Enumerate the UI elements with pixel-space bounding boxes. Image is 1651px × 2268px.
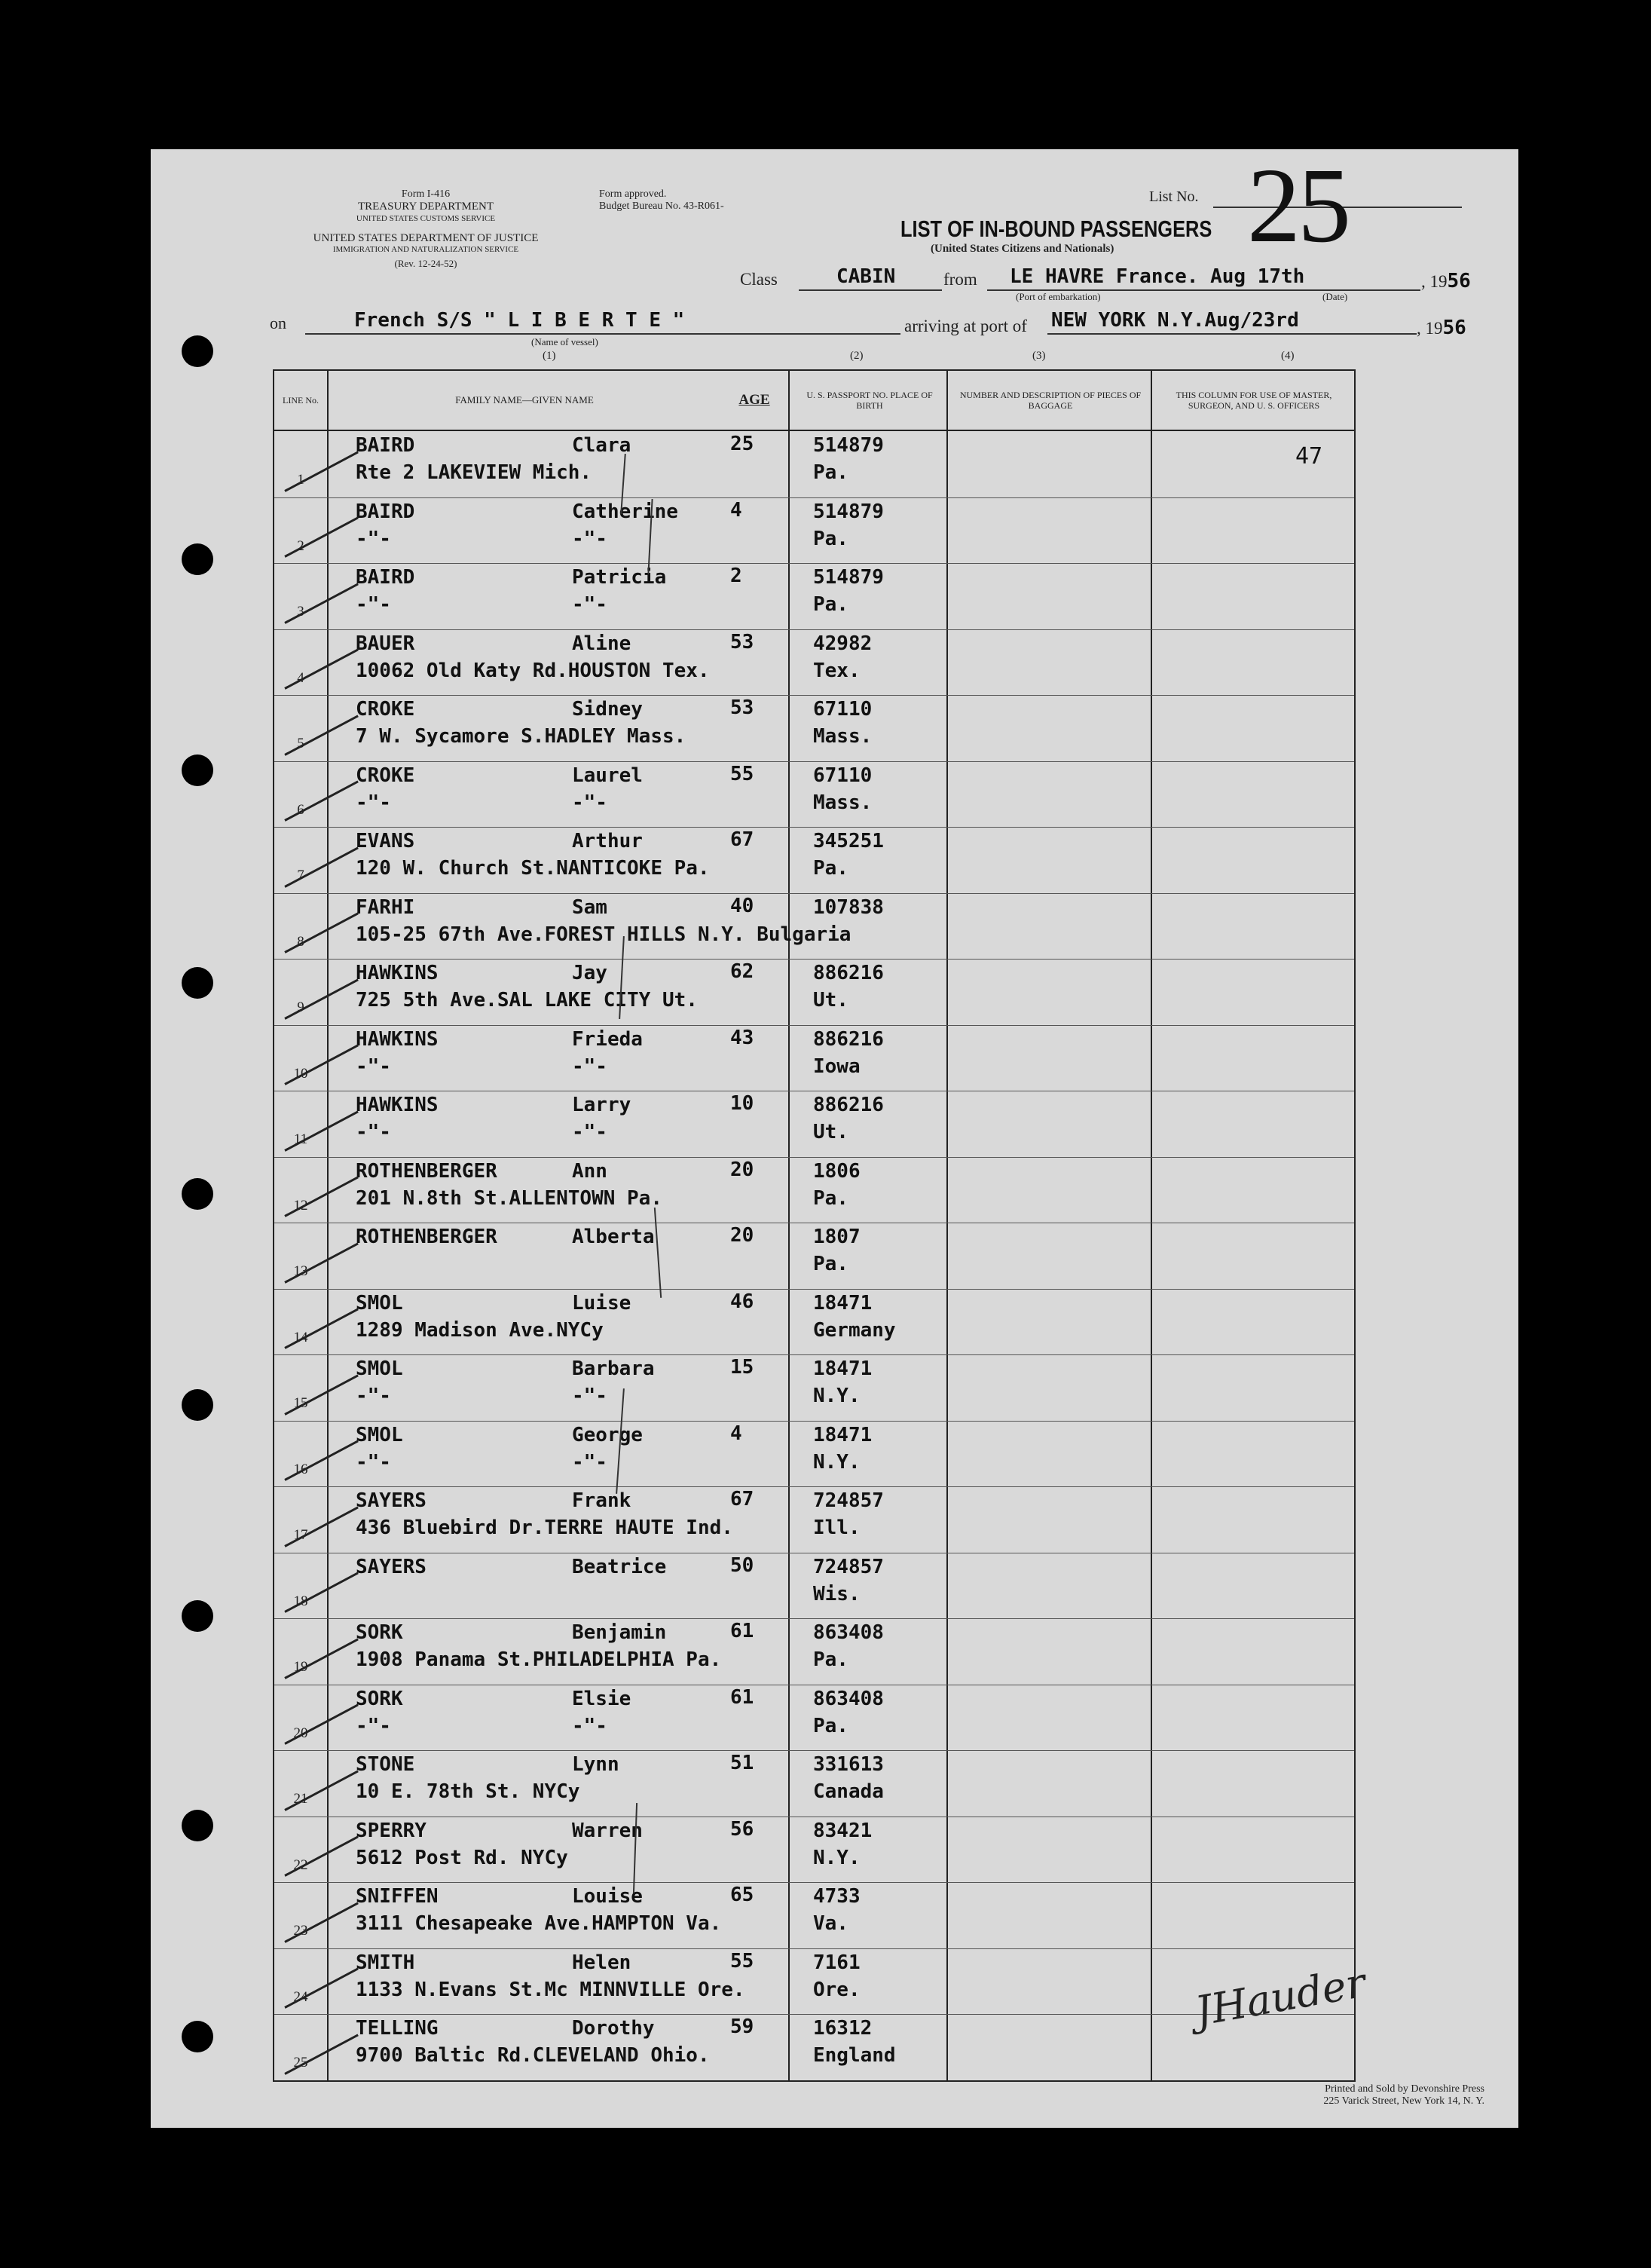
line-number: 21	[293, 1791, 308, 1807]
place-of-birth: Pa.	[813, 461, 848, 484]
row-divider	[274, 629, 1354, 630]
given-name: Alberta	[572, 1226, 655, 1248]
address: -"-	[356, 791, 391, 814]
arriving-label: arriving at port of	[904, 317, 1027, 335]
row-divider	[274, 1289, 1354, 1290]
col-header-officers: THIS COLUMN FOR USE OF MASTER, SURGEON, AND U. S. OFFICERS	[1176, 390, 1332, 411]
line-number: 6	[297, 801, 304, 818]
family-name: FARHI	[356, 895, 415, 919]
place-of-birth: Ill.	[813, 1517, 861, 1539]
from-label: from	[943, 270, 977, 289]
family-name: ROTHENBERGER	[356, 1226, 497, 1248]
class-value: CABIN	[836, 265, 896, 288]
address: 10 E. 78th St. NYCy	[356, 1780, 580, 1803]
row-divider	[274, 827, 1354, 828]
family-name: SORK	[356, 1621, 403, 1644]
passport-number: 1806	[813, 1159, 861, 1183]
family-name: SMITH	[356, 1951, 415, 1974]
passport-number: 863408	[813, 1621, 884, 1644]
age: 43	[730, 1026, 754, 1049]
place-of-birth: Pa.	[813, 527, 848, 550]
row-divider	[274, 695, 1354, 696]
given-name: Benjamin	[572, 1621, 667, 1644]
address: 5612 Post Rd. NYCy	[356, 1846, 568, 1869]
row-divider	[274, 1354, 1354, 1355]
budget-bureau: Budget Bureau No. 43-R061-	[599, 200, 724, 212]
place-of-birth: Germany	[813, 1318, 896, 1342]
port-embarkation-caption: (Port of embarkation)	[1016, 291, 1101, 302]
age: 15	[730, 1356, 754, 1379]
passport-number: 345251	[813, 830, 884, 852]
form-approved: Form approved.	[599, 188, 667, 200]
line-number: 9	[297, 999, 304, 1015]
given-name: Aline	[572, 632, 631, 655]
place-of-birth: Iowa	[813, 1054, 861, 1078]
family-name: SORK	[356, 1687, 403, 1710]
line-number: 12	[293, 1197, 308, 1214]
pen-mark	[654, 1207, 662, 1298]
age: 59	[730, 2015, 754, 2038]
col-header-line-no: LINE No.	[283, 395, 319, 406]
officer-note: 47	[1295, 443, 1323, 470]
age: 67	[730, 828, 754, 851]
row-divider	[274, 959, 1354, 960]
given-name: Frieda	[572, 1027, 643, 1051]
family-name: STONE	[356, 1753, 415, 1776]
address: 1289 Madison Ave.NYCy	[356, 1318, 604, 1342]
revision-date: (Rev. 12-24-52)	[394, 258, 457, 269]
place-of-birth: Ore.	[813, 1978, 861, 2001]
age: 55	[730, 1949, 754, 1973]
row-divider	[274, 1750, 1354, 1751]
row-divider	[274, 1025, 1354, 1026]
place-of-birth: Mass.	[813, 725, 873, 748]
age: 56	[730, 1817, 754, 1841]
family-name: SPERRY	[356, 1819, 427, 1842]
line-number: 23	[293, 1923, 308, 1939]
given-name: Beatrice	[572, 1555, 667, 1578]
punch-hole	[182, 335, 213, 367]
line-number: 15	[293, 1395, 308, 1411]
given-name: Louise	[572, 1885, 643, 1908]
given-name: Lynn	[572, 1753, 619, 1776]
address: 1133 N.Evans St.Mc MINNVILLE Ore.	[356, 1978, 745, 2001]
customs-label: UNITED STATES CUSTOMS SERVICE	[356, 214, 496, 223]
place-of-birth: Pa.	[813, 1186, 848, 1210]
place-of-birth: N.Y.	[813, 1846, 861, 1869]
family-name: EVANS	[356, 830, 415, 852]
age: 25	[730, 433, 754, 455]
age: 20	[730, 1158, 754, 1181]
family-name: SAYERS	[356, 1555, 427, 1578]
col-header-name: FAMILY NAME—GIVEN NAME	[455, 394, 594, 406]
line-number: 18	[293, 1593, 308, 1609]
age: 4	[730, 1422, 742, 1445]
address: -"-	[356, 1450, 391, 1474]
address: 105-25 67th Ave.FOREST HILLS N.Y. Bulgaria	[356, 923, 851, 946]
passport-number: 514879	[813, 434, 884, 457]
passport-number: 18471	[813, 1291, 873, 1315]
given-name: Dorothy	[572, 2017, 655, 2040]
family-name: SMOL	[356, 1357, 403, 1380]
family-name: BAIRD	[356, 500, 415, 523]
passport-number: 16312	[813, 2017, 873, 2040]
family-name: SAYERS	[356, 1489, 427, 1512]
row-divider	[274, 1948, 1354, 1949]
passport-number: 514879	[813, 566, 884, 589]
age: 67	[730, 1488, 754, 1510]
passport-number: 107838	[813, 895, 884, 919]
given-name-ditto: -"-	[572, 1714, 607, 1737]
printer-imprint: Printed and Sold by Devonshire Press 225 Varick Street, New York 14, N. Y.	[1323, 2083, 1484, 2107]
vessel-name: French S/S " L I B E R T E "	[354, 309, 685, 332]
address: -"-	[356, 593, 391, 616]
col-header-age: AGE	[738, 392, 770, 408]
family-name: SMOL	[356, 1291, 403, 1315]
age: 4	[730, 498, 742, 522]
col-caption-4: (4)	[1281, 350, 1295, 362]
line-number: 13	[293, 1263, 308, 1279]
address: -"-	[356, 527, 391, 550]
given-name-ditto: -"-	[572, 1385, 607, 1407]
age: 20	[730, 1224, 754, 1247]
place-of-birth: Mass.	[813, 791, 873, 814]
passport-number: 724857	[813, 1489, 884, 1512]
place-of-birth: Pa.	[813, 1253, 848, 1275]
arrival-year: , 1956	[1417, 317, 1466, 339]
arrival-line	[1047, 333, 1417, 335]
punch-hole	[182, 1178, 213, 1210]
treasury-label: TREASURY DEPARTMENT	[357, 200, 494, 213]
punch-hole	[182, 2021, 213, 2052]
date-caption: (Date)	[1322, 291, 1348, 302]
address: 120 W. Church St.NANTICOKE Pa.	[356, 857, 710, 880]
passport-number: 514879	[813, 500, 884, 523]
line-number: 24	[293, 1988, 308, 2005]
age: 61	[730, 1685, 754, 1709]
passport-number: 4733	[813, 1885, 861, 1908]
age: 50	[730, 1553, 754, 1577]
given-name-ditto: -"-	[572, 791, 607, 814]
given-name: Warren	[572, 1819, 643, 1842]
given-name: Sidney	[572, 698, 643, 721]
given-name: Larry	[572, 1094, 631, 1116]
list-no-label: List No.	[1149, 188, 1199, 205]
line-number: 1	[297, 472, 304, 488]
address: 725 5th Ave.SAL LAKE CITY Ut.	[356, 989, 698, 1012]
line-number: 19	[293, 1659, 308, 1675]
given-name-ditto: -"-	[572, 1054, 607, 1078]
address: -"-	[356, 1121, 391, 1143]
given-name: Arthur	[572, 830, 643, 852]
place-of-birth: Pa.	[813, 857, 848, 880]
age: 65	[730, 1884, 754, 1906]
address: 9700 Baltic Rd.CLEVELAND Ohio.	[356, 2044, 710, 2067]
family-name: SNIFFEN	[356, 1885, 439, 1908]
form-subtitle: (United States Citizens and Nationals)	[931, 243, 1114, 255]
punch-hole	[182, 1389, 213, 1421]
given-name: Catherine	[572, 500, 678, 523]
place-of-birth: Tex.	[813, 659, 861, 682]
on-label: on	[270, 314, 286, 332]
address: 1908 Panama St.PHILADELPHIA Pa.	[356, 1648, 722, 1671]
punch-hole	[182, 967, 213, 999]
family-name: BAUER	[356, 632, 415, 655]
place-of-birth: Ut.	[813, 989, 848, 1012]
line-number: 8	[297, 933, 304, 950]
line-number: 14	[293, 1329, 308, 1345]
age: 61	[730, 1620, 754, 1642]
family-name: ROTHENBERGER	[356, 1159, 497, 1183]
form-title: LIST OF IN-BOUND PASSENGERS	[900, 216, 1212, 242]
row-divider	[274, 2014, 1354, 2015]
address: 7 W. Sycamore S.HADLEY Mass.	[356, 725, 686, 748]
passport-number: 886216	[813, 1027, 884, 1051]
place-of-birth: Va.	[813, 1912, 848, 1935]
age: 55	[730, 762, 754, 785]
row-divider	[274, 761, 1354, 762]
given-name: Sam	[572, 895, 607, 919]
family-name: TELLING	[356, 2017, 439, 2040]
row-divider	[274, 1618, 1354, 1619]
family-name: BAIRD	[356, 434, 415, 457]
passport-number: 886216	[813, 1094, 884, 1116]
passenger-table	[273, 369, 1356, 2082]
age: 46	[730, 1290, 754, 1313]
place-of-birth: N.Y.	[813, 1450, 861, 1474]
line-number: 16	[293, 1461, 308, 1477]
passport-number: 67110	[813, 698, 873, 721]
place-of-birth: Pa.	[813, 1714, 848, 1737]
punch-hole	[182, 754, 213, 786]
given-name: Patricia	[572, 566, 667, 589]
given-name-ditto: -"-	[572, 593, 607, 616]
passport-number: 863408	[813, 1687, 884, 1710]
row-divider	[274, 1882, 1354, 1883]
passport-number: 331613	[813, 1753, 884, 1776]
given-name: Barbara	[572, 1357, 655, 1380]
place-of-birth: Wis.	[813, 1582, 861, 1605]
place-of-birth: Canada	[813, 1780, 884, 1803]
age: 62	[730, 960, 754, 983]
line-number: 4	[297, 669, 304, 686]
age: 40	[730, 894, 754, 917]
list-number: 25	[1247, 149, 1348, 265]
age: 51	[730, 1752, 754, 1774]
address: -"-	[356, 1054, 391, 1078]
officer-signature: JHauder	[1191, 1958, 1369, 2036]
line-number: 2	[297, 537, 304, 554]
given-name: George	[572, 1423, 643, 1446]
family-name: HAWKINS	[356, 1094, 439, 1116]
given-name-ditto: -"-	[572, 1450, 607, 1474]
place-of-birth: Pa.	[813, 1648, 848, 1671]
given-name: Ann	[572, 1159, 607, 1183]
family-name: HAWKINS	[356, 962, 439, 984]
line-number: 5	[297, 736, 304, 751]
line-number: 11	[293, 1131, 308, 1147]
col-caption-3: (3)	[1032, 350, 1046, 362]
row-divider	[274, 1157, 1354, 1158]
punch-hole	[182, 1600, 213, 1632]
passport-number: 18471	[813, 1423, 873, 1446]
given-name: Jay	[572, 962, 607, 984]
age: 53	[730, 630, 754, 653]
class-label: Class	[740, 270, 778, 289]
punch-hole	[182, 543, 213, 575]
given-name: Frank	[572, 1489, 631, 1512]
given-name-ditto: -"-	[572, 527, 607, 550]
line-number: 10	[293, 1065, 308, 1082]
vessel-caption: (Name of vessel)	[531, 336, 598, 347]
age: 53	[730, 696, 754, 719]
line-number: 25	[293, 2055, 308, 2071]
punch-hole	[182, 1810, 213, 1841]
year-prefix: , 1956	[1421, 270, 1471, 292]
given-name: Helen	[572, 1951, 631, 1974]
port-embarkation-value: LE HAVRE France. Aug 17th	[1010, 265, 1305, 288]
address: -"-	[356, 1385, 391, 1407]
family-name: BAIRD	[356, 566, 415, 589]
row-divider	[274, 497, 1354, 498]
col-header-passport: U. S. PASSPORT NO. PLACE OF BIRTH	[806, 390, 933, 411]
given-name: Laurel	[572, 764, 643, 787]
passport-number: 724857	[813, 1555, 884, 1578]
place-of-birth: N.Y.	[813, 1385, 861, 1407]
passport-number: 67110	[813, 764, 873, 787]
line-number: 3	[297, 604, 304, 620]
row-divider	[274, 1486, 1354, 1487]
given-name: Clara	[572, 434, 631, 457]
place-of-birth: Pa.	[813, 593, 848, 616]
col-caption-1: (1)	[543, 350, 556, 362]
passport-number: 886216	[813, 962, 884, 984]
family-name: SMOL	[356, 1423, 403, 1446]
given-name: Luise	[572, 1291, 631, 1315]
col-header-baggage: NUMBER AND DESCRIPTION OF PIECES OF BAGGAGE	[959, 390, 1142, 411]
form-number: Form I-416	[401, 188, 451, 200]
place-of-birth: England	[813, 2044, 896, 2067]
doj-label: UNITED STATES DEPARTMENT OF JUSTICE	[313, 232, 539, 244]
passport-number: 18471	[813, 1357, 873, 1380]
age: 2	[730, 565, 742, 587]
family-name: HAWKINS	[356, 1027, 439, 1051]
line-number: 17	[293, 1527, 308, 1543]
given-name-ditto: -"-	[572, 1121, 607, 1143]
row-divider	[274, 563, 1354, 564]
age: 10	[730, 1092, 754, 1115]
address: 436 Bluebird Dr.TERRE HAUTE Ind.	[356, 1517, 733, 1539]
row-divider	[274, 1421, 1354, 1422]
passport-number: 1807	[813, 1226, 861, 1248]
address: 10062 Old Katy Rd.HOUSTON Tex.	[356, 659, 710, 682]
address: 201 N.8th St.ALLENTOWN Pa.	[356, 1186, 662, 1210]
line-number: 7	[297, 868, 304, 883]
address: -"-	[356, 1714, 391, 1737]
row-divider	[274, 893, 1354, 894]
line-number: 22	[293, 1856, 308, 1873]
family-name: CROKE	[356, 698, 415, 721]
line-number: 20	[293, 1725, 308, 1741]
manifest-page	[151, 149, 1518, 2128]
passport-number: 83421	[813, 1819, 873, 1842]
place-of-birth: Ut.	[813, 1121, 848, 1143]
passport-number: 7161	[813, 1951, 861, 1974]
given-name: Elsie	[572, 1687, 631, 1710]
address: 3111 Chesapeake Ave.HAMPTON Va.	[356, 1912, 722, 1935]
arrival-port-value: NEW YORK N.Y.Aug/23rd	[1051, 309, 1299, 332]
vessel-line	[305, 333, 900, 335]
passport-number: 42982	[813, 632, 873, 655]
address: Rte 2 LAKEVIEW Mich.	[356, 461, 592, 484]
family-name: CROKE	[356, 764, 415, 787]
class-line	[799, 289, 942, 291]
col-caption-2: (2)	[850, 350, 864, 362]
ins-label: IMMIGRATION AND NATURALIZATION SERVICE	[332, 245, 519, 254]
